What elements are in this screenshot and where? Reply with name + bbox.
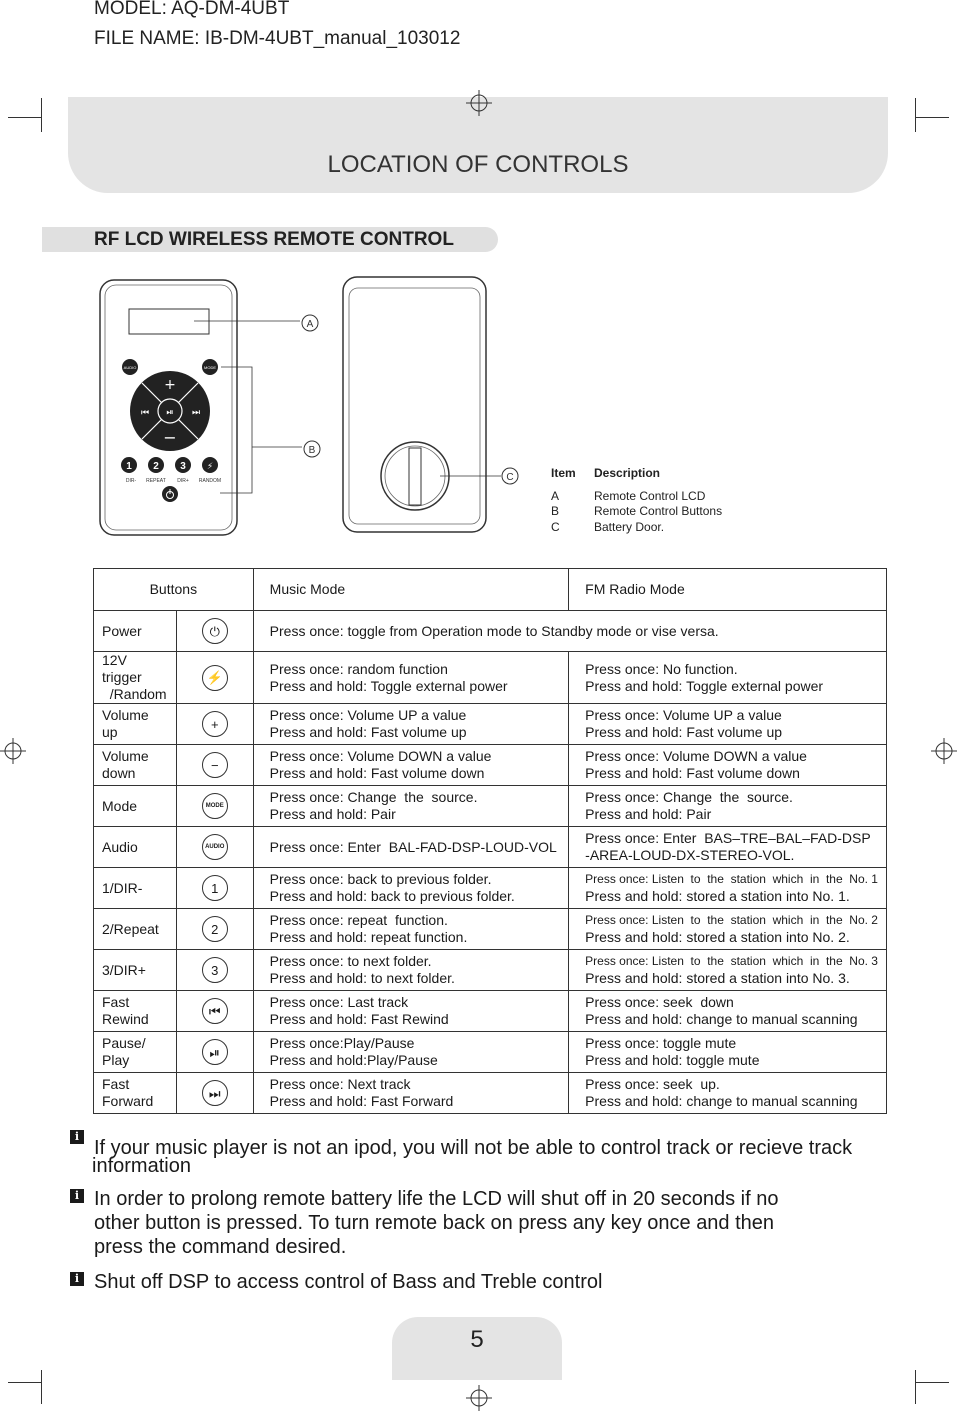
fm-mode-line: Press and hold: stored a station into No. 1.: [585, 888, 850, 904]
fm-mode-description: [569, 652, 887, 704]
music-mode-description: [253, 652, 568, 704]
music-mode-line: Press and hold: Fast Forward: [269, 1093, 454, 1109]
button-label-line: Forward: [102, 1093, 154, 1109]
fm-mode-line: Press once: seek down: [585, 994, 734, 1010]
table-row: [94, 1073, 887, 1114]
crop-mark: [915, 117, 949, 118]
crop-mark: [41, 98, 42, 132]
music-mode-description: [253, 868, 568, 909]
svg-text:1: 1: [126, 461, 132, 472]
fm-mode-description: [569, 909, 887, 950]
button-label: [94, 1073, 177, 1114]
music-mode-line: Press once: Next track: [269, 1076, 411, 1092]
crop-mark: [915, 1382, 949, 1383]
music-mode-line: Press once: to next folder.: [269, 953, 432, 969]
button-label: [94, 991, 177, 1032]
fm-mode-description: [569, 1073, 887, 1114]
fm-mode-description: [569, 704, 887, 745]
button-label: [94, 652, 177, 704]
fm-mode-line: Press once: Volume DOWN a value: [585, 748, 807, 764]
music-mode-line: Press and hold: Fast volume up: [269, 724, 467, 740]
number-3-icon: 3: [202, 957, 228, 983]
button-label-line: Audio: [102, 838, 138, 855]
remote-control-illustration: [95, 275, 535, 540]
registration-mark-icon: [931, 738, 957, 764]
button-label-line: 2/Repeat: [102, 920, 159, 937]
button-label: [94, 909, 177, 950]
page-number: 5: [470, 1326, 484, 1353]
info-icon: i: [70, 1272, 84, 1286]
fm-mode-description: [569, 950, 887, 991]
crop-mark: [8, 117, 42, 118]
music-mode-line: Press and hold: back to previous folder.: [269, 888, 515, 904]
svg-text:⏯: ⏯: [166, 408, 174, 418]
minus-icon: −: [202, 752, 228, 778]
music-mode-line: Press once: Volume DOWN a value: [269, 748, 492, 764]
music-mode-line: Press and hold: repeat function.: [269, 929, 468, 945]
button-label: [94, 786, 177, 827]
legend-item-description: Remote Control LCD: [594, 489, 706, 503]
music-mode-line: Press once: back to previous folder.: [269, 871, 492, 887]
fm-mode-line: -AREA-LOUD-DX-STEREO-VOL.: [585, 847, 795, 863]
table-row-power: [94, 611, 887, 652]
table-row: [94, 950, 887, 991]
fm-mode-line: Press once: toggle mute: [585, 1035, 737, 1051]
header-music-mode: Music Mode: [253, 569, 568, 611]
fm-mode-line: Press once: Listen to the station which in the No. 1: [585, 872, 878, 886]
fm-mode-line: Press once: No function.: [585, 660, 738, 677]
fm-mode-line: Press once: seek up.: [585, 1076, 720, 1092]
button-label-line: up: [102, 724, 118, 740]
table-row: [94, 827, 887, 868]
section-title: RF LCD WIRELESS REMOTE CONTROL: [94, 229, 454, 250]
legend-item-description: Battery Door.: [594, 520, 665, 534]
note-text: In order to prolong remote battery life the LCD will shut off in 20 seconds if no: [94, 1188, 779, 1210]
svg-text:−: −: [163, 428, 177, 447]
music-mode-line: Press once: repeat function.: [269, 912, 448, 928]
music-mode-line: Press once: Change the source.: [269, 789, 478, 805]
button-label-line: 1/DIR-: [102, 879, 143, 896]
music-mode-line: Press and hold:Play/Pause: [269, 1052, 438, 1068]
legend-header-item: Item: [551, 466, 576, 480]
svg-text:B: B: [308, 445, 316, 456]
info-icon: i: [70, 1130, 84, 1144]
plus-icon: +: [202, 711, 228, 737]
remote-mode-label: MODE: [204, 365, 216, 370]
model-label: MODEL: AQ-DM-4UBT: [94, 0, 290, 19]
registration-mark-icon: [466, 1385, 492, 1411]
crop-mark: [915, 1370, 916, 1404]
fm-mode-line: Press and hold: Fast volume up: [585, 724, 783, 740]
info-icon: i: [70, 1189, 84, 1203]
button-label-line: 12V trigger: [102, 652, 142, 685]
button-label-line: 3/DIR+: [102, 961, 146, 978]
svg-text:+: +: [164, 377, 176, 393]
svg-text:C: C: [506, 472, 514, 483]
page-number-tab: [392, 1317, 562, 1380]
fm-mode-line: Press and hold: change to manual scanning: [585, 1011, 858, 1027]
svg-text:⏭: ⏭: [191, 408, 201, 418]
button-label: [94, 950, 177, 991]
music-mode-line: Press once: random function: [269, 660, 448, 677]
note-text: information: [92, 1155, 191, 1177]
fm-mode-description: [569, 786, 887, 827]
svg-text:REPEAT: REPEAT: [146, 478, 166, 484]
music-mode-line: Press and hold: Pair: [269, 806, 396, 822]
note-text: Shut off DSP to access control of Bass and Treble control: [94, 1271, 603, 1293]
music-mode-description: [253, 704, 568, 745]
svg-text:RANDOM: RANDOM: [198, 478, 222, 484]
button-label-line: Volume: [102, 707, 149, 723]
table-row: [94, 704, 887, 745]
legend-item-letter: B: [551, 504, 560, 518]
music-mode-description: [253, 1032, 568, 1073]
legend-item-description: Remote Control Buttons: [594, 504, 723, 518]
header-fm-mode: FM Radio Mode: [569, 569, 887, 611]
music-mode-description: [253, 909, 568, 950]
fast-rewind-icon: ⏮: [202, 998, 228, 1024]
number-1-icon: 1: [202, 875, 228, 901]
svg-text:2: 2: [153, 461, 159, 472]
note-text: If your music player is not an ipod, you will not be able to control track or recieve track: [94, 1137, 853, 1159]
power-description: Press once: toggle from Operation mode to Standby mode or vise versa.: [253, 611, 886, 652]
fm-mode-description: [569, 1032, 887, 1073]
button-label-line: Mode: [102, 797, 138, 814]
music-mode-line: Press and hold: Fast Rewind: [269, 1011, 449, 1027]
fm-mode-description: [569, 991, 887, 1032]
fm-mode-line: Press and hold: stored a station into No. 2.: [585, 929, 850, 945]
legend-item-letter: C: [551, 520, 560, 534]
fm-mode-line: Press once: Listen to the station which in the No. 2: [585, 913, 878, 927]
button-label-line: down: [102, 765, 136, 781]
music-mode-line: Press once:Play/Pause: [269, 1035, 415, 1051]
power-icon: ⏻: [202, 618, 228, 644]
fm-mode-line: Press and hold: change to manual scanning: [585, 1093, 858, 1109]
music-mode-description: [253, 745, 568, 786]
remote-audio-label: AUDIO: [123, 365, 137, 370]
button-label: [94, 704, 177, 745]
legend-item-letter: A: [551, 489, 560, 503]
button-label: Power: [94, 611, 177, 652]
svg-text:3: 3: [180, 461, 186, 472]
fm-mode-description: [569, 745, 887, 786]
number-2-icon: 2: [202, 916, 228, 942]
note-text: other button is pressed. To turn remote back on press any key once and then: [94, 1212, 775, 1234]
mode-button-icon: MODE: [202, 793, 228, 819]
file-name-label: FILE NAME: IB-DM-4UBT_manual_103012: [94, 28, 461, 49]
lightning-icon: ⚡: [202, 665, 228, 691]
table-row: [94, 991, 887, 1032]
header-buttons: Buttons: [94, 569, 254, 611]
music-mode-description: [253, 1073, 568, 1114]
crop-mark: [41, 1370, 42, 1404]
button-label-line: Fast: [102, 994, 130, 1010]
music-mode-line: Press and hold: to next folder.: [269, 970, 455, 986]
fm-mode-line: Press and hold: Fast volume down: [585, 765, 800, 781]
svg-text:A: A: [306, 319, 314, 330]
music-mode-line: Press and hold: Fast volume down: [269, 765, 485, 781]
crop-mark: [8, 1382, 42, 1383]
registration-mark-icon: [466, 90, 492, 116]
table-row: [94, 868, 887, 909]
button-label-line: Pause/: [102, 1035, 146, 1051]
music-mode-description: [253, 950, 568, 991]
fm-mode-line: Press once: Volume UP a value: [585, 707, 782, 723]
fm-mode-line: Press and hold: Pair: [585, 806, 712, 822]
music-mode-line: Press and hold: Toggle external power: [269, 677, 508, 694]
svg-text:DIR+: DIR+: [177, 478, 189, 484]
music-mode-description: [253, 827, 568, 868]
button-label: [94, 1032, 177, 1073]
fm-mode-line: Press and hold: toggle mute: [585, 1052, 760, 1068]
button-label: [94, 745, 177, 786]
table-row: [94, 909, 887, 950]
registration-mark-icon: [0, 738, 26, 764]
fm-mode-line: Press once: Enter BAS–TRE–BAL–FAD-DSP: [585, 830, 871, 846]
svg-text:⚡: ⚡: [206, 462, 214, 472]
fm-mode-description: [569, 827, 887, 868]
table-row: [94, 1032, 887, 1073]
fm-mode-line: Press and hold: stored a station into No. 3.: [585, 970, 850, 986]
note-text: press the command desired.: [94, 1236, 347, 1258]
table-row: [94, 786, 887, 827]
svg-text:DIR-: DIR-: [125, 478, 137, 484]
fm-mode-line: Press and hold: Toggle external power: [585, 677, 824, 694]
table-header-row: [94, 569, 887, 611]
music-mode-line: Press once: Volume UP a value: [269, 707, 467, 723]
remote-lcd-screen: [129, 309, 209, 334]
page-title: LOCATION OF CONTROLS: [327, 151, 629, 178]
table-row: [94, 652, 887, 704]
audio-button-icon: AUDIO: [202, 834, 228, 860]
legend-header-description: Description: [594, 466, 661, 480]
fm-mode-line: Press once: Change the source.: [585, 789, 793, 805]
button-label-line: Play: [102, 1052, 130, 1068]
play-pause-icon: ⏯: [202, 1039, 228, 1065]
button-label-line: /Random: [102, 686, 167, 702]
table-row: [94, 745, 887, 786]
fm-mode-description: [569, 868, 887, 909]
button-function-table: [93, 568, 887, 1114]
button-label-line: Volume: [102, 748, 149, 764]
fm-mode-line: Press once: Listen to the station which in the No. 3: [585, 954, 878, 968]
button-label-line: Fast: [102, 1076, 130, 1092]
music-mode-line: Press once: Enter BAL-FAD-DSP-LOUD-VOL: [269, 838, 557, 855]
music-mode-description: [253, 786, 568, 827]
music-mode-line: Press once: Last track: [269, 994, 409, 1010]
fast-forward-icon: ⏭: [202, 1080, 228, 1106]
button-label-line: Rewind: [102, 1011, 149, 1027]
svg-text:⏮: ⏮: [140, 408, 150, 418]
music-mode-description: [253, 991, 568, 1032]
button-label: [94, 827, 177, 868]
button-label: [94, 868, 177, 909]
section-header: [42, 227, 498, 252]
crop-mark: [915, 98, 916, 132]
